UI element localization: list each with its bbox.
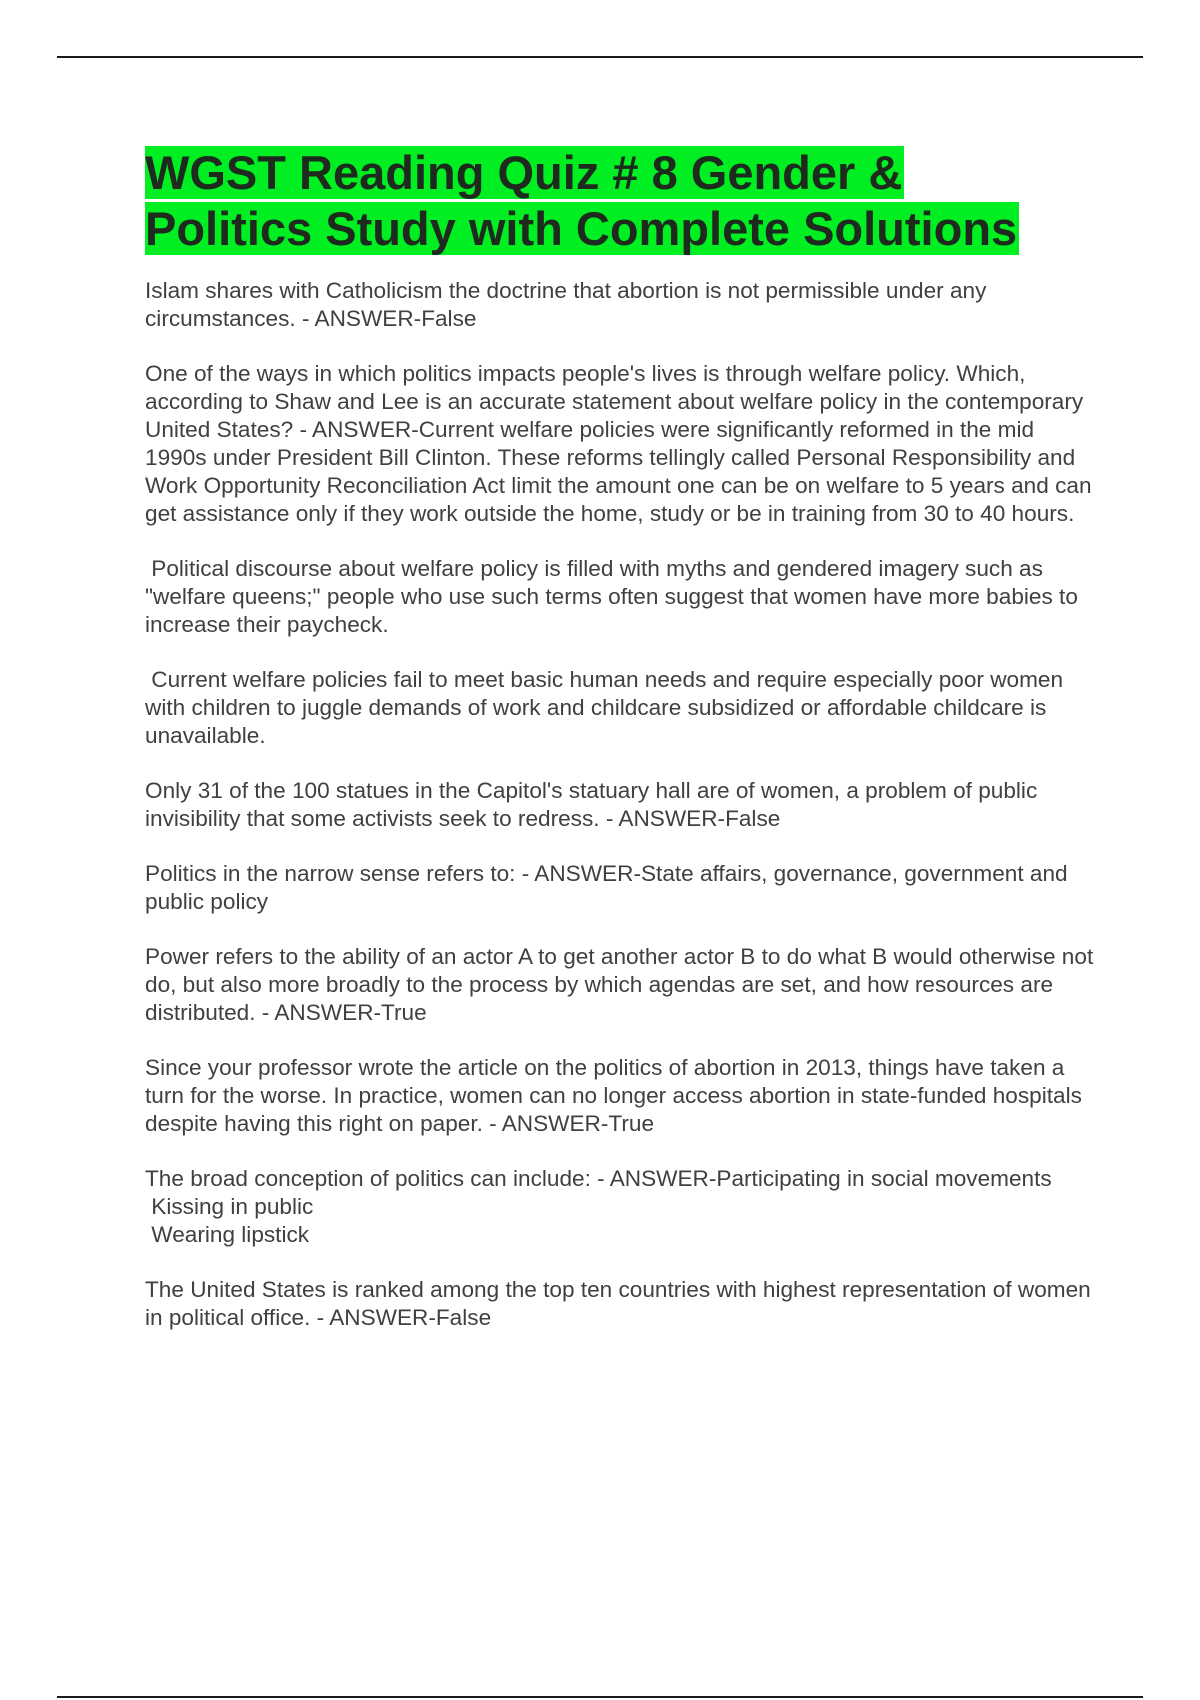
- qa-item: [145, 1054, 1095, 1138]
- qa-item: [145, 277, 1095, 333]
- document-body: [145, 145, 1100, 1359]
- qa-list: [145, 277, 1100, 1332]
- qa-item: [145, 1276, 1095, 1332]
- qa-text: Kissing in public: [145, 1194, 314, 1219]
- qa-text: Islam shares with Catholicism the doctrine that abortion is not permissible under any circumstances. - ANSWER-False: [145, 278, 993, 331]
- qa-item: [145, 943, 1100, 1027]
- qa-item: [145, 777, 1095, 833]
- qa-text: Power refers to the ability of an actor A to get another actor B to do what B would otherwise not do, but also more broadly to the process by which agendas are set, and how resources are distributed. - ANSWER-True: [145, 944, 1100, 1025]
- qa-text: Political discourse about welfare policy is filled with myths and gendered imagery such as "welfare queens;" people who use such terms often suggest that women have more babies to increase their paycheck.: [145, 556, 1085, 637]
- top-rule: [57, 56, 1143, 58]
- qa-text: One of the ways in which politics impacts people's lives is through welfare policy. Which, according to Shaw and Lee is an accurate statement about welfare policy in the contemporary United States? - ANSWER-Current welfare policies were significantly reformed in the mid 1990s under President Bill Clinton. These reforms tellingly called Personal Responsibility and Work Opportunity Reconciliation Act limit the amount one can be on welfare to 5 years and can get assistance only if they work outside the home, study or be in training from 30 to 40 hours.: [145, 361, 1098, 526]
- qa-text: The United States is ranked among the top ten countries with highest representation of women in political office. - ANSWER-False: [145, 1277, 1097, 1330]
- qa-item: [145, 360, 1098, 528]
- qa-item: [145, 860, 1095, 916]
- qa-text: Since your professor wrote the article on the politics of abortion in 2013, things have taken a turn for the worse. In practice, women can no longer access abortion in state-funded hospitals despite having this right on paper. - ANSWER-True: [145, 1055, 1089, 1136]
- bottom-rule: [57, 1696, 1143, 1698]
- qa-text: The broad conception of politics can include: - ANSWER-Participating in social movements: [145, 1166, 1052, 1191]
- title-line: Politics Study with Complete Solutions: [145, 202, 1018, 255]
- qa-text: Only 31 of the 100 statues in the Capitol's statuary hall are of women, a problem of public invisibility that some activists seek to redress. - ANSWER-False: [145, 778, 1044, 831]
- qa-item: [145, 666, 1095, 750]
- qa-item: [145, 1165, 1095, 1249]
- document-title: [145, 145, 1095, 257]
- qa-text: Wearing lipstick: [145, 1222, 310, 1247]
- qa-item: [145, 555, 1095, 639]
- title-line: WGST Reading Quiz # 8 Gender &: [145, 146, 903, 199]
- qa-text: Current welfare policies fail to meet basic human needs and require especially poor women with children to juggle demands of work and childcare subsidized or affordable childcare is unavailable.: [145, 667, 1070, 748]
- qa-text: Politics in the narrow sense refers to: - ANSWER-State affairs, governance, government and public policy: [145, 861, 1074, 914]
